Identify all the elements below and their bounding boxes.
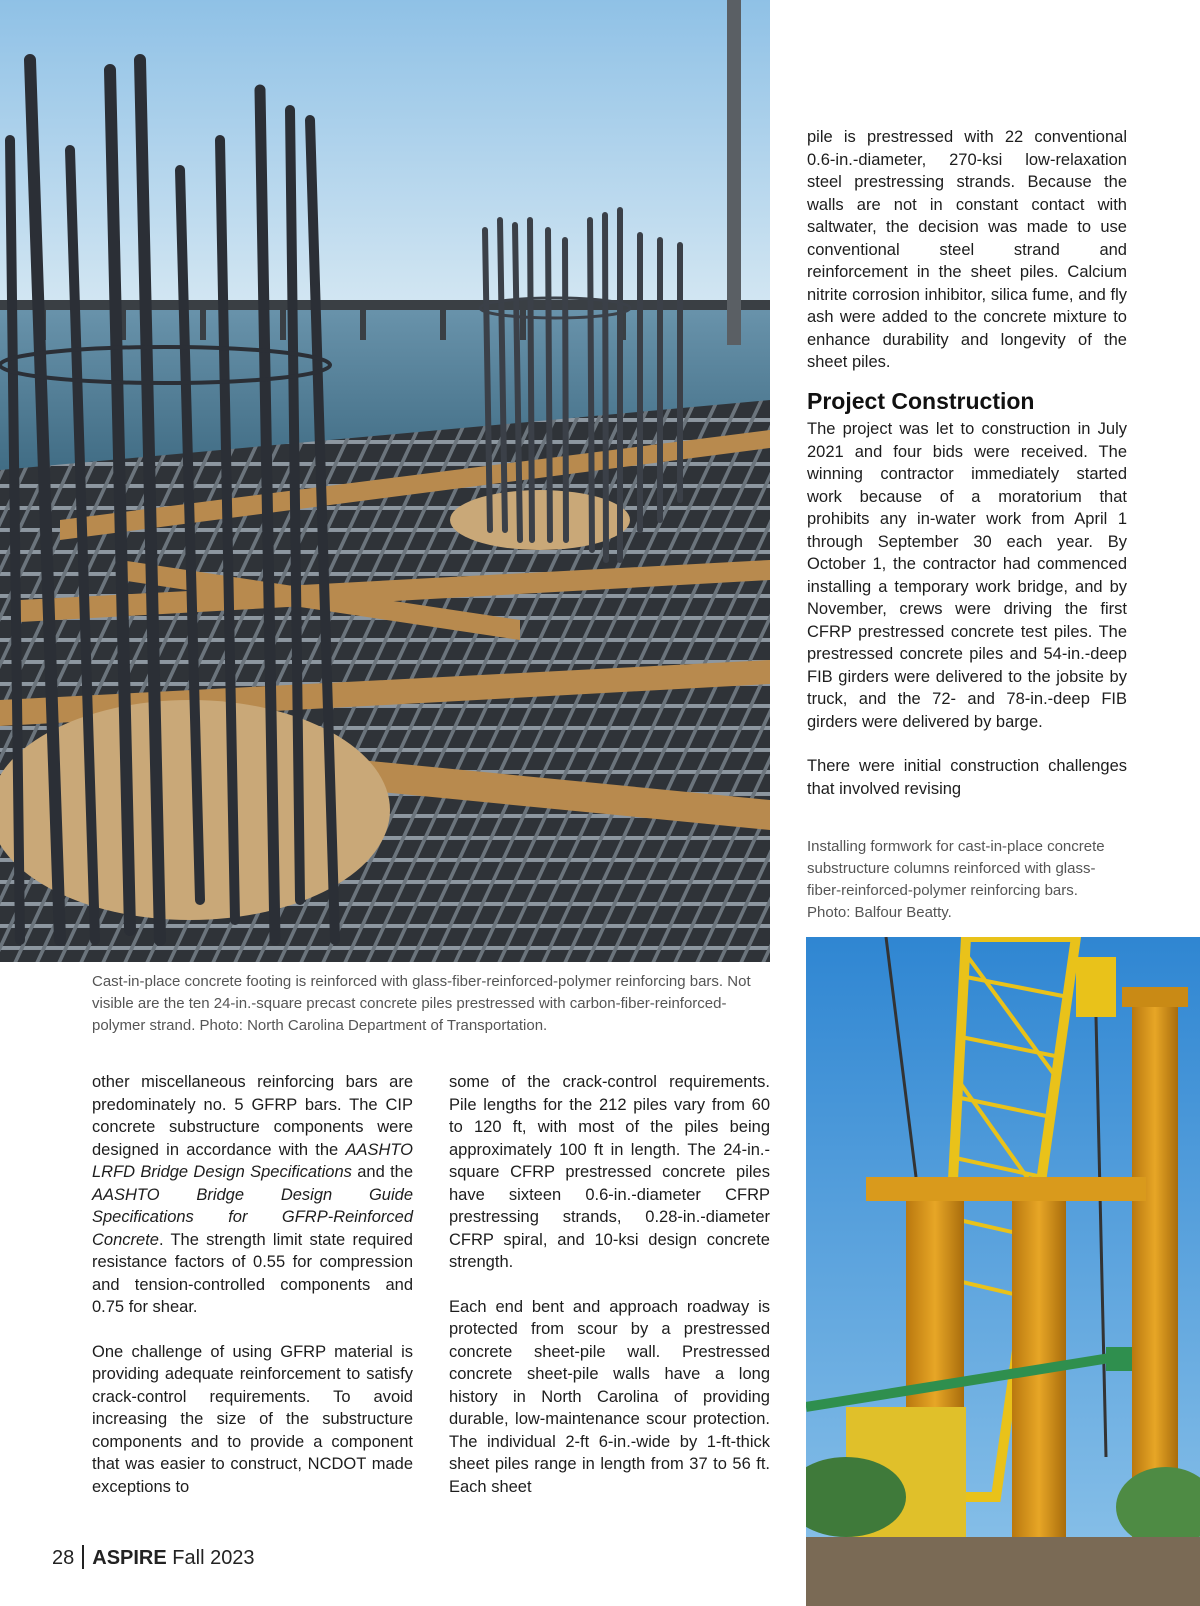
crane-columns-photo (806, 937, 1200, 1606)
citation-title: AASHTO Bridge Design Guide Specifications for GFRP-Reinforced Concrete (92, 1185, 413, 1249)
paragraph: There were initial construction challenges that involved revising (807, 757, 1127, 798)
text-run: . The strength limit state required resistance factors of 0.55 for compression and tension-controlled components and 0.75 for shear. (92, 1230, 413, 1316)
paragraph: One challenge of using GFRP material is providing adequate reinforcement to satisfy crack-control requirements. To avoid increasing the size of the substructure components and to provide a component that was easier to construct, NCDOT made exceptions to (92, 1342, 413, 1496)
footer-divider (82, 1545, 84, 1569)
paragraph (92, 1071, 413, 1319)
text-run: and the (351, 1163, 414, 1181)
paragraph: Each end bent and approach roadway is protected from scour by a prestressed concrete sheet-pile wall. Prestressed concrete sheet-pile walls have a long history in North Carolina of providing durable, low-maintenance scour protection. The individual 2-ft 6-in.-wide by 1-ft-thick sheet piles range in length from 37 to 56 ft. Each sheet (449, 1297, 770, 1496)
footing-rebar-photo (0, 0, 770, 962)
crane-photo-caption: Installing formwork for cast-in-place concrete substructure columns reinforced with glass-fiber-reinforced-polymer reinforcing bars. Photo: Balfour Beatty. (807, 838, 1105, 921)
page-number: 28 (52, 1547, 75, 1569)
magazine-title: ASPIRE (92, 1547, 167, 1569)
citation-title: AASHTO LRFD Bridge Design Specifications (92, 1140, 413, 1181)
paragraph: some of the crack-control requirements. Pile lengths for the 212 piles vary from 60 to 120 ft, with most of the piles being approximately 100 ft in length. The 24-in.-square CFRP prestressed concrete piles have sixteen 0.6-in.-diameter CFRP prestressing strands, 0.28-in.-diameter CFRP spiral, and 10-ksi design concrete strength. (449, 1073, 770, 1271)
left-column (92, 1071, 413, 1498)
page-footer (52, 1545, 255, 1570)
right-column (807, 126, 1127, 800)
footing-photo-caption: Cast-in-place concrete footing is reinforced with glass-fiber-reinforced-polymer reinforcing bars. Not visible are the ten 24-in.-square precast concrete piles prestressed with carbon-fiber-reinforced-polymer strand. Photo: North Carolina Department of Transportation. (92, 973, 751, 1034)
paragraph: The project was let to construction in July 2021 and four bids were received. The winning contractor immediately started work because of a moratorium that prohibits any in-water work from April 1 through September 30 each year. By October 1, the contractor had commenced installing a temporary work bridge, and by November, crews were driving the first CFRP prestressed concrete test piles. The prestressed concrete piles and 54-in.-deep FIB girders were delivered to the jobsite by truck, and the 72- and 78-in.-deep FIB girders were delivered by barge. (807, 420, 1127, 731)
text-run: other miscellaneous reinforcing bars are predominately no. 5 GFRP bars. The CIP concrete substructure components were designed in accordance with the (92, 1073, 413, 1159)
paragraph: pile is prestressed with 22 conventional 0.6-in.-diameter, 270-ksi low-relaxation steel prestressing strands. Because the walls are not in constant contact with saltwater, the decision was made to use conventional steel strand and reinforcement in the sheet piles. Calcium nitrite corrosion inhibitor, silica fume, and fly ash were added to the concrete mixture to enhance durability and longevity of the sheet piles. (807, 128, 1127, 371)
section-heading: Project Construction (807, 387, 1035, 414)
middle-column (449, 1071, 770, 1498)
issue-label: Fall 2023 (172, 1547, 255, 1569)
